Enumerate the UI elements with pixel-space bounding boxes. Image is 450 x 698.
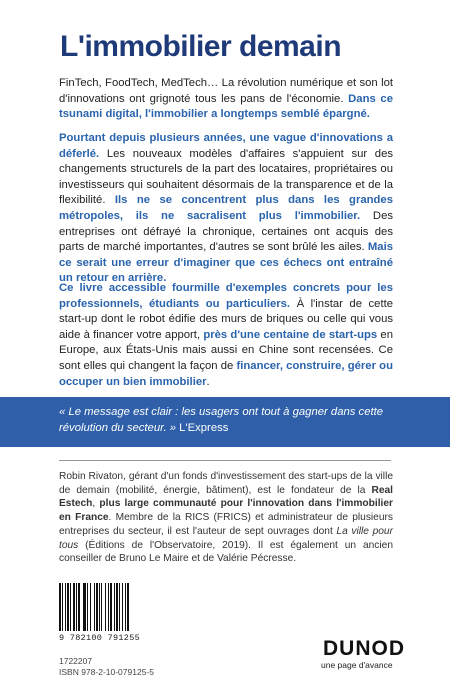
- barcode-number: 9 782100 791255: [59, 633, 141, 643]
- author-bio: [59, 470, 393, 566]
- innovation-highlight-3: Mais ce serait une erreur d'imaginer que ces échecs ont entraîné un retour en arrière.: [59, 241, 393, 285]
- product-code: 1722207: [59, 656, 93, 666]
- bio-bold-1: Real Estech: [59, 484, 393, 510]
- intro-paragraph: [59, 76, 393, 123]
- innovation-highlight-2: Ils ne se concentrent plus dans les grandes métropoles, ils ne sacralisent plus l'immobilier.: [59, 194, 393, 222]
- description-text-3: .: [206, 375, 210, 388]
- book-description-paragraph: [59, 281, 393, 390]
- description-text-2: en Europe, aux États-Unis mais aussi en Chine sont recensées. Ce sont elles qui changent la façon de: [59, 328, 393, 372]
- description-text-1: À l'instar de cette start-up dont le robot édifie des murs de briques ou celle qui vous aide à financer votre apport,: [59, 297, 393, 341]
- publisher-logo: DUNOD: [323, 637, 405, 660]
- barcode-bar: [129, 583, 130, 631]
- book-title: L'immobilier demain: [60, 30, 342, 63]
- quote-source: L'Express: [176, 421, 229, 434]
- publisher-tagline: une page d'avance: [321, 660, 393, 670]
- description-highlight-3: financer, construire, gérer ou occuper un bien immobilier: [59, 359, 393, 388]
- bio-italic-title: La ville pour tous: [59, 525, 393, 551]
- innovation-highlight-1: Pourtant depuis plusieurs années, une vague d'innovations a déferlé.: [59, 132, 393, 160]
- innovation-paragraph: [59, 131, 393, 287]
- divider: [59, 460, 391, 461]
- intro-text: FinTech, FoodTech, MedTech… La révolution numérique et son lot d'innovations ont grignoté tous les pans de l'économie.: [59, 77, 393, 105]
- bio-text-2: ,: [92, 498, 100, 510]
- innovation-text-2: Des entreprises ont défrayé la chronique, certaines ont acquis des parts de marché importantes, d'autres se sont brûlé les ailes.: [59, 209, 393, 254]
- bio-text-1: Robin Rivaton, gérant d'un fonds d'investissement des start-ups de la ville de demain (mobilité, énergie, bâtiment), est le fondateur de la: [59, 471, 393, 496]
- bio-text-4: (Éditions de l'Observatoire, 2019). Il est également un ancien conseiller de Bruno Le Maire et de Valérie Pécresse.: [59, 539, 393, 565]
- intro-highlight: Dans ce tsunami digital, l'immobilier a longtemps semblé épargné.: [59, 92, 393, 121]
- barcode: [59, 583, 151, 631]
- isbn: ISBN 978-2-10-079125-5: [59, 667, 154, 677]
- bio-text-3: . Membre de la RICS (FRICS) et administrateur de plusieurs entreprises du secteur, il est l'auteur de sept ouvrages dont: [59, 512, 393, 537]
- description-highlight-1: Ce livre accessible fourmille d'exemples concrets pour les professionnels, étudiants ou particuliers.: [59, 282, 393, 310]
- quote-text: « Le message est clair : les usagers ont tout à gagner dans cette révolution du secteur. »: [59, 406, 384, 434]
- bio-bold-2: plus large communauté pour l'innovation dans l'immobilier en France: [59, 498, 393, 524]
- press-quote: [59, 405, 399, 436]
- innovation-text-1: Les nouveaux modèles d'affaires s'appuient sur des changements structurels de la part des locataires, propriétaires ou investisseurs qui souhaitent désormais de la transparence et de la flexibilité.: [59, 147, 393, 207]
- description-highlight-2: près d'une centaine de start-ups: [203, 328, 378, 341]
